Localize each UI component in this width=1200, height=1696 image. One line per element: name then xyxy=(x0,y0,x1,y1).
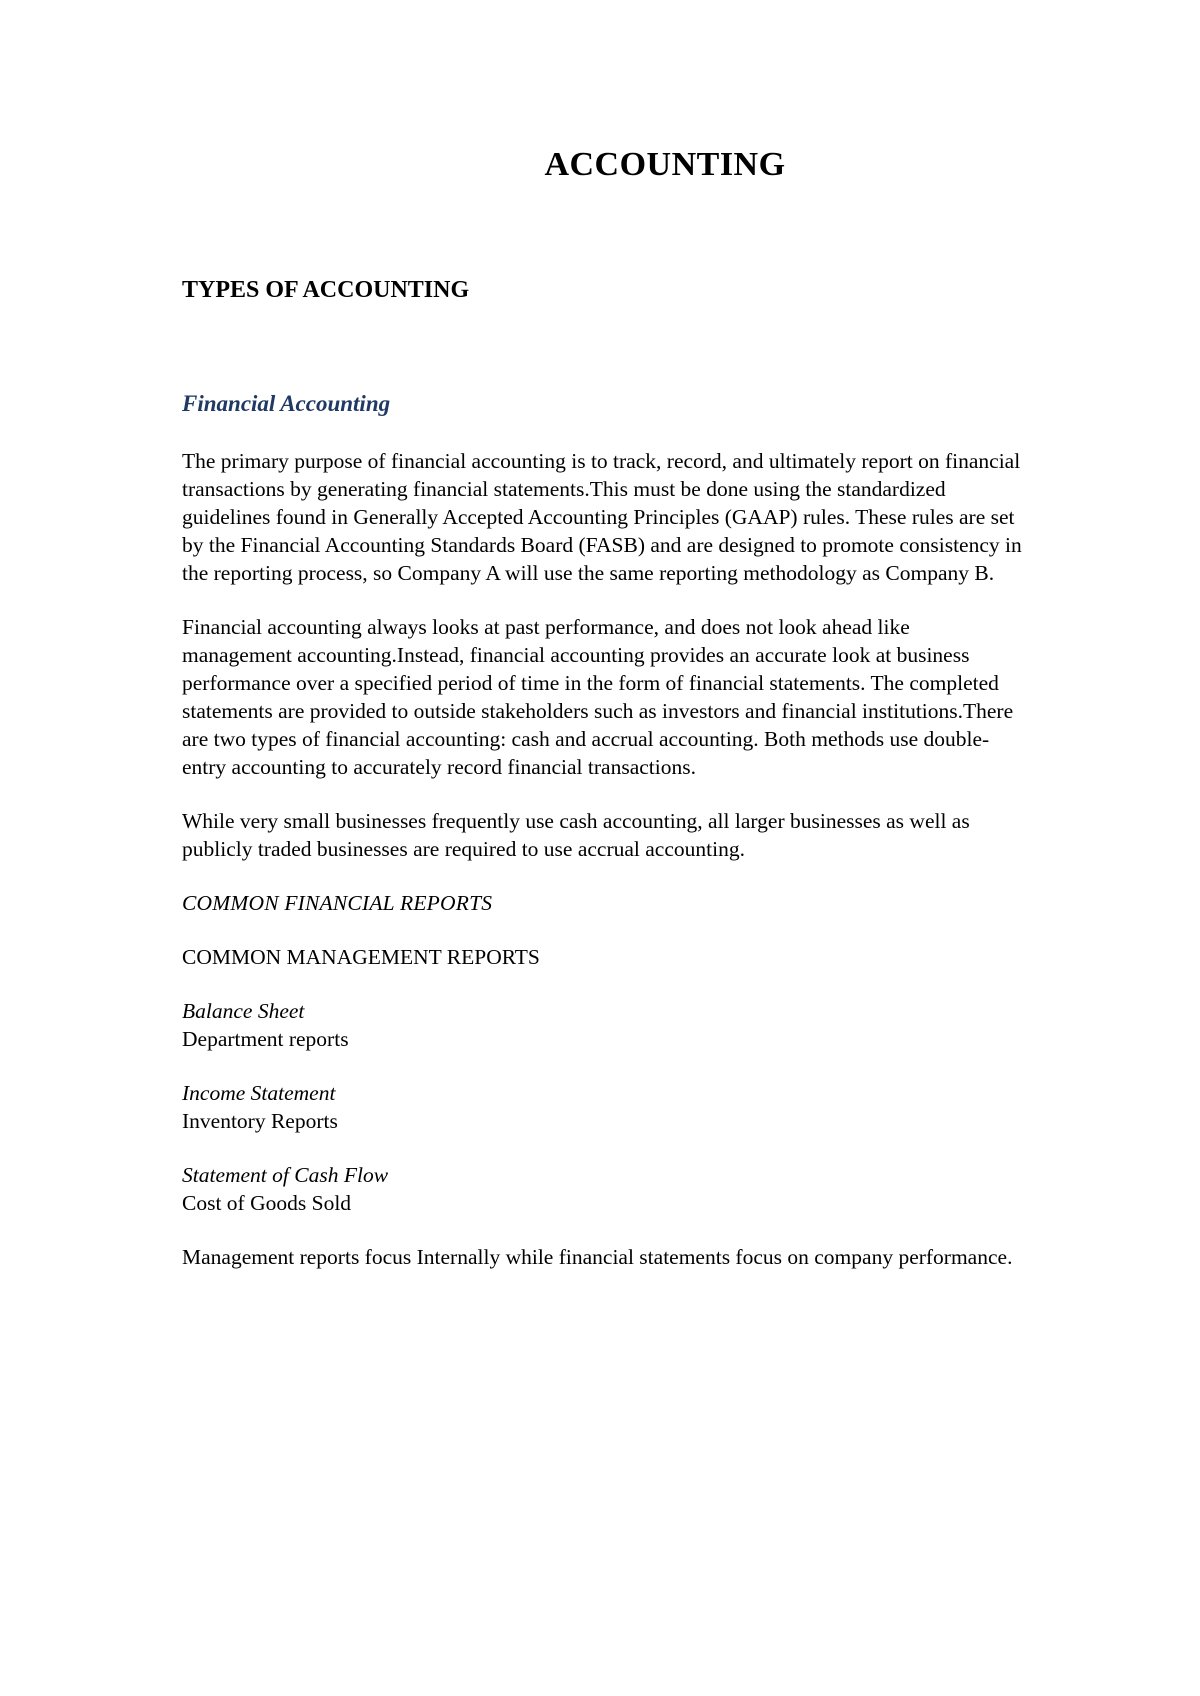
management-report-item: Cost of Goods Sold xyxy=(182,1191,352,1215)
common-financial-reports-label: COMMON FINANCIAL REPORTS xyxy=(182,891,493,915)
paragraph: The primary purpose of financial accounting is to track, record, and ultimately report on financial transactions by generating financial statements.This must be done using the standardized guidelines found in Generally Accepted Accounting Principles (GAAP) rules. These rules are set by the Financial Accounting Standards Board (FASB) and are designed to promote consistency in the reporting process, so Company A will use the same reporting methodology as Company B. xyxy=(182,449,1022,585)
report-pair xyxy=(182,997,1022,1053)
closing-paragraph: Management reports focus Internally while financial statements focus on company performance. xyxy=(182,1245,1013,1269)
document-body xyxy=(182,275,1022,1271)
financial-report-item: Balance Sheet xyxy=(182,999,305,1023)
financial-report-item: Income Statement xyxy=(182,1081,336,1105)
financial-report-item: Statement of Cash Flow xyxy=(182,1163,389,1187)
document-title: ACCOUNTING xyxy=(544,146,786,183)
section-heading: TYPES OF ACCOUNTING xyxy=(182,277,470,303)
report-pair xyxy=(182,1079,1022,1135)
report-pair xyxy=(182,1161,1022,1217)
paragraph: While very small businesses frequently use cash accounting, all larger businesses as well as publicly traded businesses are required to use accrual accounting. xyxy=(182,809,970,861)
management-report-item: Department reports xyxy=(182,1027,349,1051)
management-report-item: Inventory Reports xyxy=(182,1109,338,1133)
common-management-reports-label: COMMON MANAGEMENT REPORTS xyxy=(182,945,540,969)
paragraph: Financial accounting always looks at past performance, and does not look ahead like management accounting.Instead, financial accounting provides an accurate look at business performance over a specified period of time in the form of financial statements. The completed statements are provided to outside stakeholders such as investors and financial institutions.There are two types of financial accounting: cash and accrual accounting. Both methods use double-entry accounting to accurately record financial transactions. xyxy=(182,615,1014,779)
sub-heading-financial-accounting: Financial Accounting xyxy=(182,391,391,416)
